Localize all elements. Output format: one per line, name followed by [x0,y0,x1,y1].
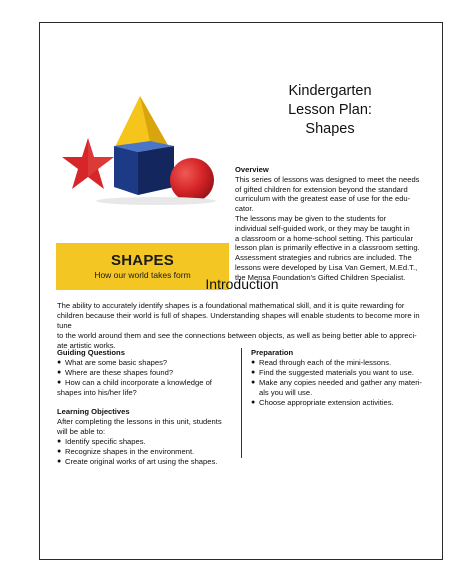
introduction-paragraph [57,301,431,351]
preparation-list [251,358,431,388]
list-item: ● Create original works of art using the shapes. [57,457,233,467]
overview-section [235,165,431,283]
title-line-3: Shapes [305,121,355,137]
list-item: ● Read through each of the mini-lessons. [251,358,431,368]
title-line-2: Lesson Plan: [288,102,372,118]
red-sphere-shape [170,158,214,202]
learning-objectives-list [57,437,233,467]
overview-line: curriculum with the greatest ease of use for the edu- [235,194,411,204]
overview-line: This series of lessons was designed to meet the needs [235,174,420,184]
overview-line: The lessons may be given to the students for [235,213,387,223]
lesson-plan-page [39,22,443,560]
preparation-list-cont [251,398,431,408]
objectives-intro-line: After completing the lessons in this unit, students [57,417,222,426]
band-subtitle: How our world takes form [94,270,191,280]
list-item: ● Recognize shapes in the environment. [57,447,233,457]
overview-line: cator. [235,204,254,214]
learning-objectives-heading: Learning Objectives [57,407,130,416]
list-item: ● Choose appropriate extension activities. [251,398,431,408]
title-line-1: Kindergarten [288,83,372,99]
guiding-questions-list [57,358,233,388]
left-column [57,348,233,467]
list-item: ● Where are these shapes found? [57,368,233,378]
intro-line: children because their world is full of shapes. Understanding shapes will enable students to become more in tune [57,311,420,330]
guiding-questions-heading: Guiding Questions [57,348,125,357]
right-column [251,348,431,408]
objectives-intro-line: will be able to: [57,427,106,436]
list-item: ● What are some basic shapes? [57,358,233,368]
column-divider [241,348,242,458]
intro-line: The ability to accurately identify shapes is a foundational mathematical skill, and it is quite rewarding for [57,301,405,310]
list-item-continuation: shapes into his/her life? [57,388,137,397]
document-title [245,82,415,139]
shadow [96,197,216,205]
list-item: ● How can a child incorporate a knowledge of [57,378,233,388]
overview-line: lessons were developed by Lisa Van Gemert, M.Ed.T., [235,262,418,272]
overview-line: lesson plan is primarily effective in a classroom setting. [235,243,420,253]
blue-cube-right [138,146,174,195]
shapes-illustration-svg [56,83,229,243]
intro-line: to the world around them and see the connections between objects, as well as being better able to appreci- [57,331,417,340]
overview-heading: Overview [235,165,269,174]
band-title: SHAPES [111,252,174,269]
intro-line: ate artistic works. [57,341,116,350]
shapes-cover-image [56,83,229,290]
introduction-heading: Introduction [205,276,279,292]
list-item: ● Identify specific shapes. [57,437,233,447]
overview-line: of gifted children for extension beyond the standard [235,184,408,194]
list-item: ● Find the suggested materials you want to use. [251,368,431,378]
overview-line: the Mensa Foundation's Gifted Children Specialist. [235,272,406,282]
preparation-heading: Preparation [251,348,294,357]
shapes-illustration [56,83,229,243]
list-item: ● Make any copies needed and gather any materi- [251,378,431,388]
red-star-shape-shade [88,138,114,177]
spacer [57,398,233,407]
list-item-continuation: als you will use. [259,388,313,397]
overview-line: individual self-guided work, or they may be taught in [235,223,410,233]
overview-line: Assessment strategies and rubrics are included. The [235,253,412,263]
overview-line: a classroom or a home-school setting. This particular [235,233,413,243]
blue-cube-left [114,146,138,195]
